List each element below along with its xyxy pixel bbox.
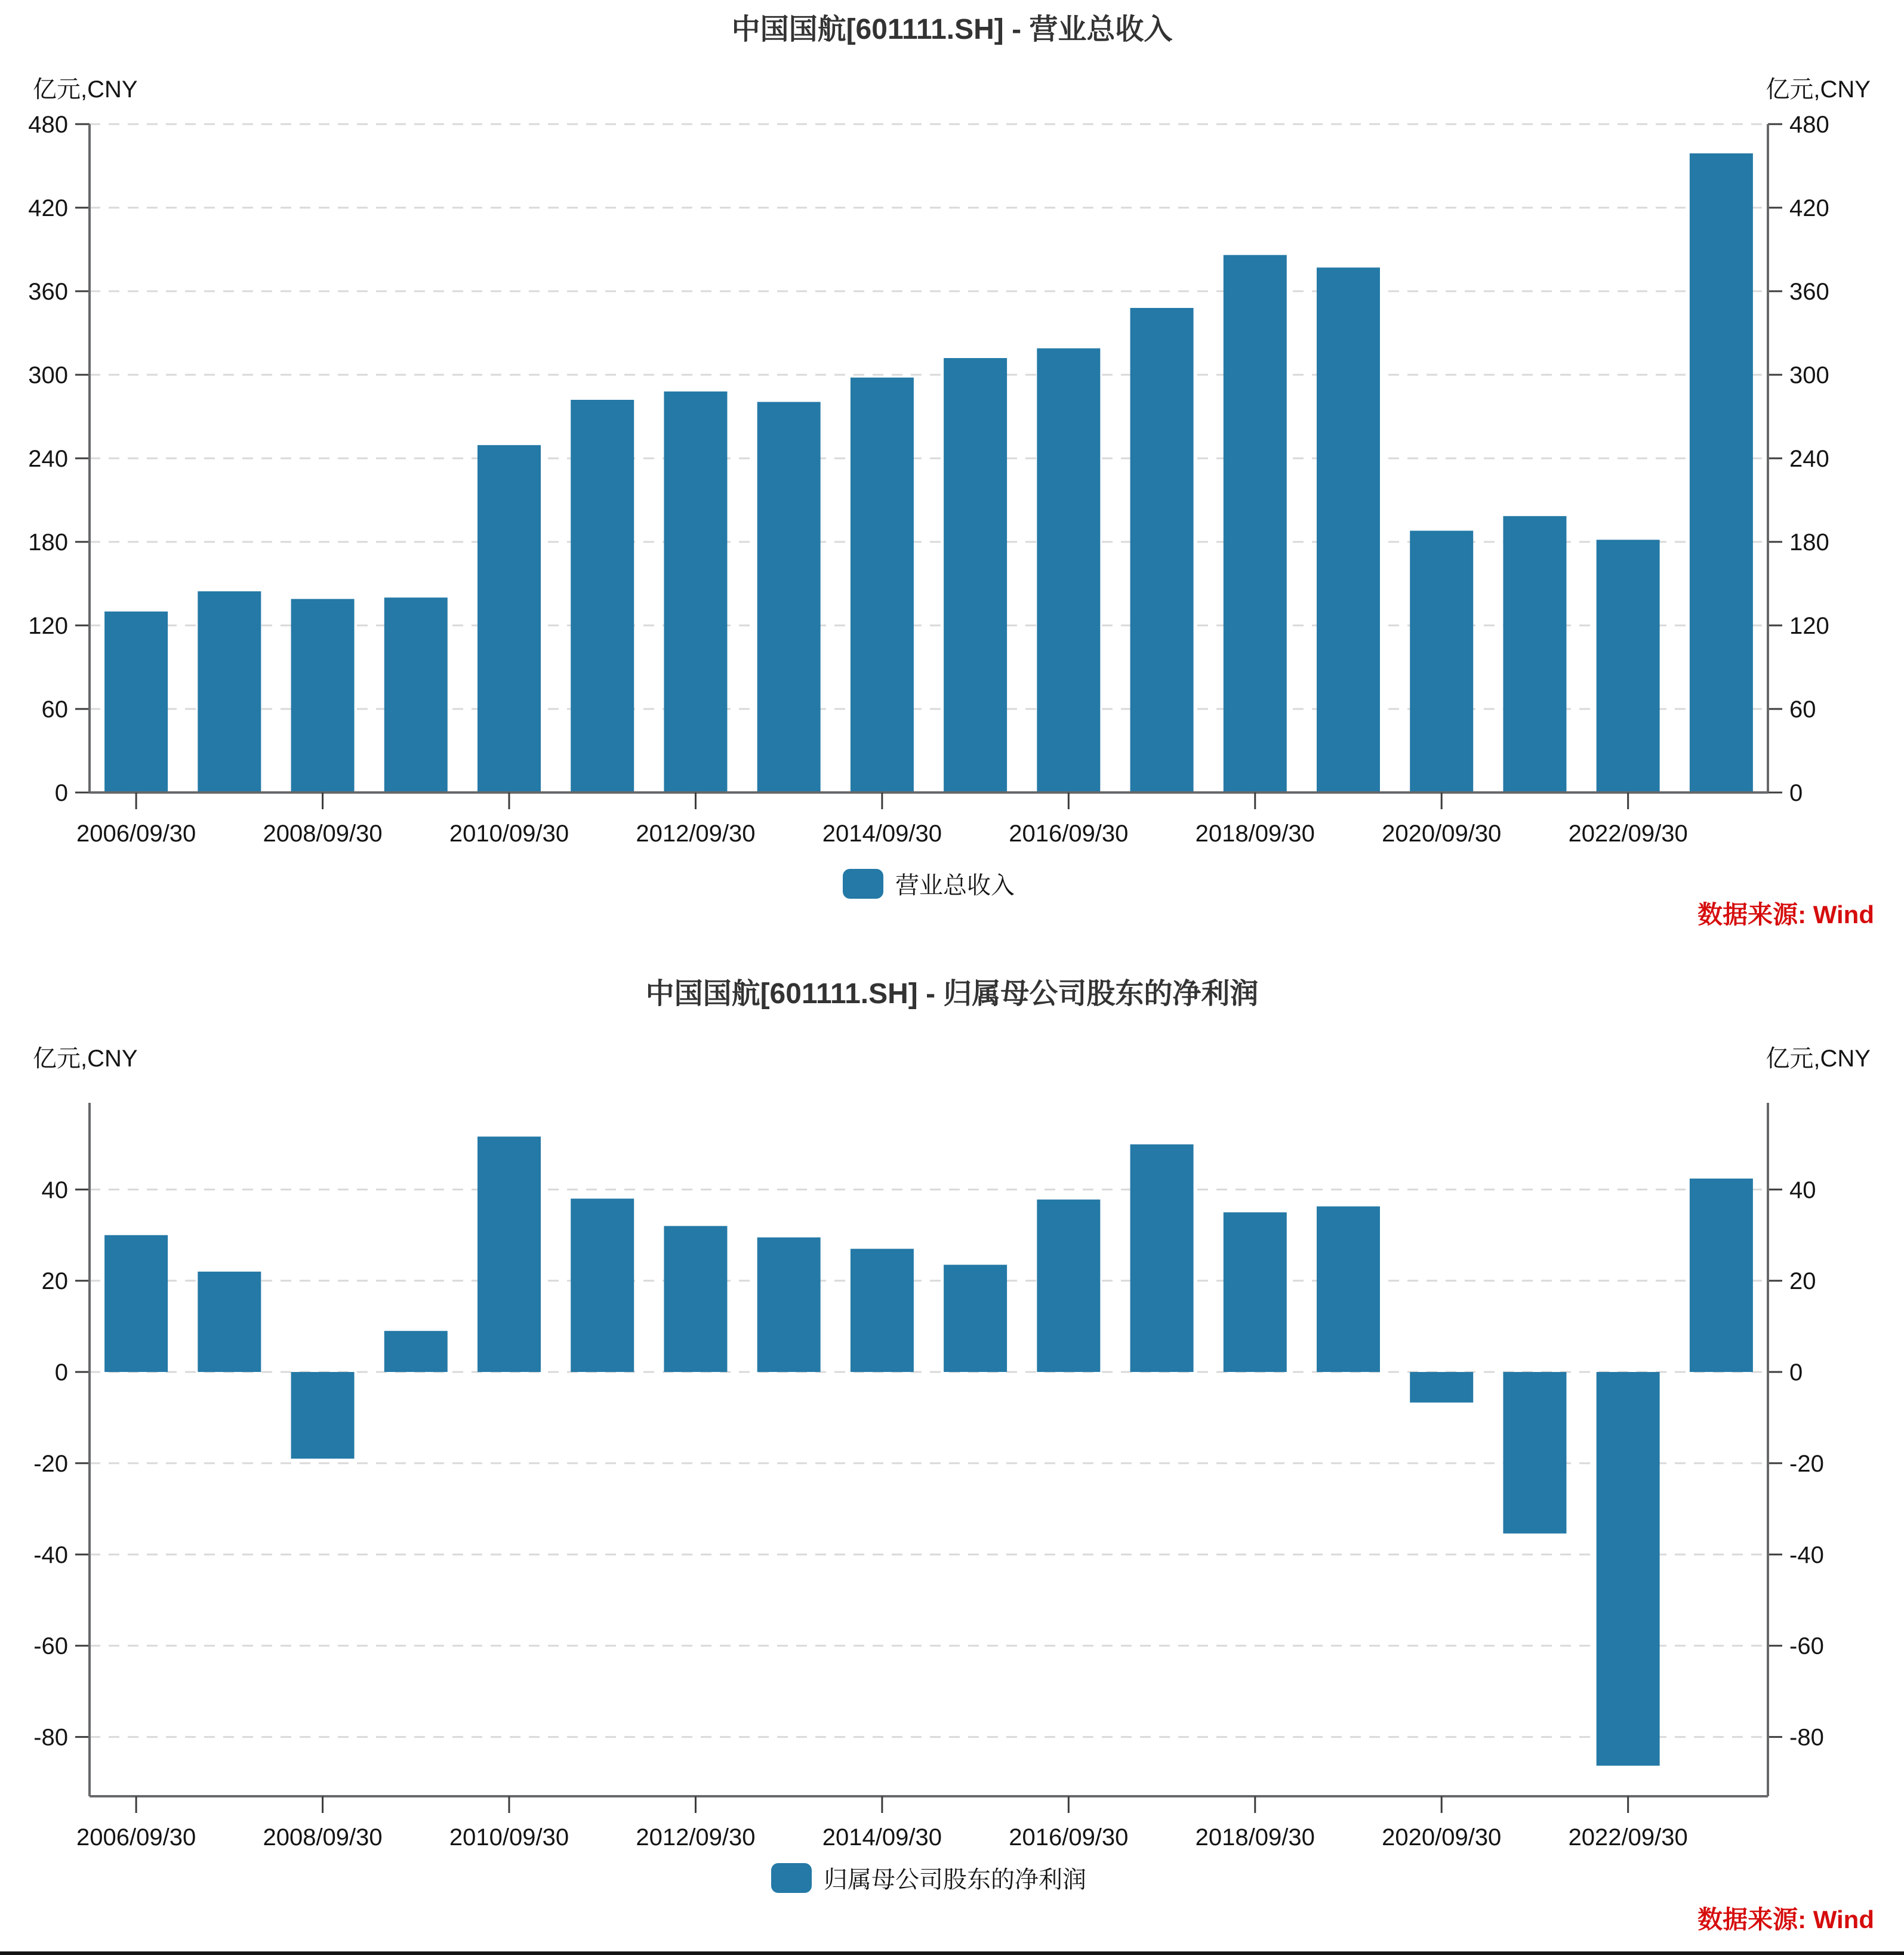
chart-title: 中国国航[601111.SH] - 归属母公司股东的净利润 (645, 978, 1259, 1010)
bar-2008/09/30[interactable] (291, 599, 355, 793)
bar-2021/09/30[interactable] (1503, 1372, 1566, 1534)
svg-text:2020/09/30: 2020/09/30 (1382, 821, 1502, 847)
bar-2020/09/30[interactable] (1410, 531, 1473, 793)
svg-text:20: 20 (41, 1268, 68, 1295)
svg-text:480: 480 (1789, 112, 1829, 138)
svg-text:2016/09/30: 2016/09/30 (1009, 821, 1129, 847)
svg-text:300: 300 (1789, 362, 1829, 388)
svg-text:180: 180 (1789, 529, 1829, 556)
svg-text:60: 60 (1789, 696, 1816, 723)
data-source-label: 数据来源: Wind (1697, 901, 1874, 929)
svg-text:2006/09/30: 2006/09/30 (76, 1824, 196, 1851)
legend-swatch (843, 869, 883, 899)
bar-2017/09/30[interactable] (1130, 308, 1194, 793)
svg-text:0: 0 (54, 1359, 68, 1386)
svg-text:-80: -80 (1789, 1724, 1824, 1751)
svg-text:2010/09/30: 2010/09/30 (449, 821, 569, 847)
svg-text:-40: -40 (33, 1541, 68, 1568)
bar-2016/09/30[interactable] (1037, 1199, 1100, 1372)
svg-text:2008/09/30: 2008/09/30 (263, 1824, 383, 1851)
svg-text:240: 240 (1789, 446, 1829, 472)
bar-2023/09/30[interactable] (1690, 1179, 1753, 1372)
net-profit-chart (0, 931, 1904, 1951)
svg-text:2018/09/30: 2018/09/30 (1195, 821, 1315, 847)
svg-text:-60: -60 (33, 1633, 68, 1660)
bar-2015/09/30[interactable] (944, 358, 1007, 793)
svg-text:-80: -80 (33, 1724, 68, 1751)
svg-text:120: 120 (28, 613, 68, 639)
svg-text:360: 360 (1789, 279, 1829, 305)
svg-text:2014/09/30: 2014/09/30 (822, 1824, 942, 1851)
svg-text:2006/09/30: 2006/09/30 (76, 821, 196, 847)
svg-text:180: 180 (28, 529, 68, 556)
y-axis-unit-right: 亿元,CNY (1766, 1046, 1871, 1072)
bar-2018/09/30[interactable] (1224, 1212, 1287, 1372)
bar-2019/09/30[interactable] (1317, 1207, 1380, 1373)
bar-2021/09/30[interactable] (1503, 516, 1566, 793)
svg-text:-20: -20 (33, 1450, 68, 1477)
bar-2009/09/30[interactable] (384, 1331, 448, 1372)
revenue-chart (0, 0, 1904, 931)
bar-2020/09/30[interactable] (1410, 1372, 1473, 1402)
svg-text:420: 420 (1789, 195, 1829, 221)
data-source-label: 数据来源: Wind (1697, 1905, 1874, 1934)
y-axis-unit-right: 亿元,CNY (1766, 76, 1871, 103)
svg-text:40: 40 (1789, 1177, 1816, 1204)
svg-text:40: 40 (41, 1177, 68, 1204)
bar-2018/09/30[interactable] (1224, 255, 1287, 793)
bar-2013/09/30[interactable] (757, 402, 821, 793)
bar-2019/09/30[interactable] (1317, 267, 1380, 793)
svg-text:300: 300 (28, 362, 68, 388)
svg-text:60: 60 (41, 696, 68, 723)
bar-2016/09/30[interactable] (1037, 349, 1100, 793)
svg-text:2012/09/30: 2012/09/30 (636, 1824, 756, 1851)
net-profit-plot (0, 931, 1904, 1951)
bar-2014/09/30[interactable] (851, 378, 914, 793)
svg-text:2022/09/30: 2022/09/30 (1568, 821, 1688, 847)
svg-text:2010/09/30: 2010/09/30 (449, 1824, 569, 1851)
svg-text:360: 360 (28, 279, 68, 305)
legend-label: 归属母公司股东的净利润 (824, 1867, 1086, 1893)
svg-text:0: 0 (54, 780, 68, 806)
bar-2012/09/30[interactable] (664, 391, 727, 793)
bar-2023/09/30[interactable] (1690, 153, 1753, 793)
bar-2008/09/30[interactable] (291, 1372, 355, 1458)
bar-2007/09/30[interactable] (198, 591, 261, 793)
bar-2014/09/30[interactable] (851, 1249, 914, 1372)
bar-2006/09/30[interactable] (104, 612, 168, 793)
bar-2006/09/30[interactable] (104, 1235, 168, 1372)
svg-text:120: 120 (1789, 613, 1829, 639)
bar-2013/09/30[interactable] (757, 1238, 821, 1373)
svg-text:-20: -20 (1789, 1450, 1824, 1477)
svg-text:2008/09/30: 2008/09/30 (263, 821, 383, 847)
y-axis-unit-left: 亿元,CNY (33, 1046, 138, 1072)
bar-2022/09/30[interactable] (1597, 1372, 1660, 1766)
bar-2022/09/30[interactable] (1597, 540, 1660, 793)
legend (90, 1861, 1768, 1895)
svg-text:20: 20 (1789, 1268, 1816, 1295)
legend-swatch (771, 1863, 812, 1893)
bottom-divider-line (0, 1951, 1904, 1955)
bar-2010/09/30[interactable] (477, 1137, 541, 1372)
svg-text:420: 420 (28, 195, 68, 221)
svg-text:2014/09/30: 2014/09/30 (822, 821, 942, 847)
y-axis-unit-left: 亿元,CNY (33, 76, 138, 103)
svg-text:2022/09/30: 2022/09/30 (1568, 1824, 1688, 1851)
bar-2017/09/30[interactable] (1130, 1145, 1194, 1372)
svg-text:2020/09/30: 2020/09/30 (1382, 1824, 1502, 1851)
svg-text:2016/09/30: 2016/09/30 (1009, 1824, 1129, 1851)
bar-2009/09/30[interactable] (384, 597, 448, 793)
bar-2007/09/30[interactable] (198, 1272, 261, 1372)
chart-title: 中国国航[601111.SH] - 营业总收入 (731, 14, 1173, 45)
bar-2010/09/30[interactable] (477, 445, 541, 793)
svg-text:-40: -40 (1789, 1541, 1824, 1568)
bar-2011/09/30[interactable] (571, 1199, 634, 1373)
svg-text:2018/09/30: 2018/09/30 (1195, 1824, 1315, 1851)
svg-text:-60: -60 (1789, 1633, 1824, 1660)
svg-text:240: 240 (28, 446, 68, 472)
bar-2011/09/30[interactable] (571, 400, 634, 793)
legend (90, 867, 1768, 901)
revenue-plot (0, 0, 1904, 931)
svg-text:0: 0 (1789, 1359, 1803, 1386)
svg-text:2012/09/30: 2012/09/30 (636, 821, 756, 847)
svg-text:480: 480 (28, 112, 68, 138)
legend-label: 营业总收入 (895, 872, 1015, 899)
svg-text:0: 0 (1789, 780, 1803, 806)
bar-2012/09/30[interactable] (664, 1226, 727, 1372)
bar-2015/09/30[interactable] (944, 1265, 1007, 1372)
